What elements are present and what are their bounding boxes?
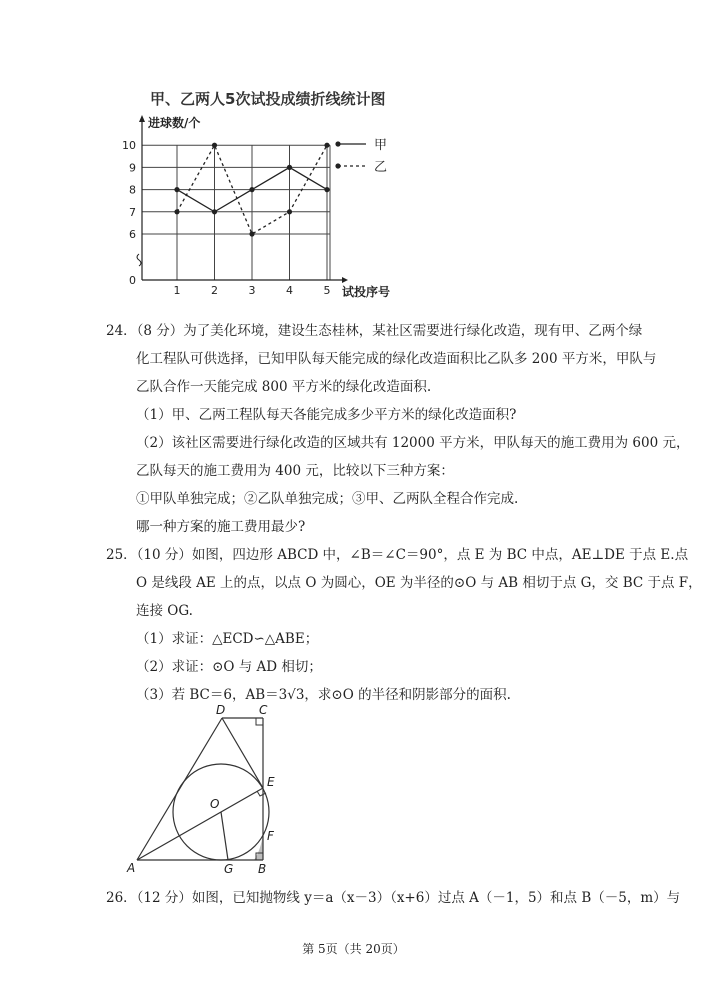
q25-sub3: （3）若 BC＝6，AB＝3√3，求⊙O 的半径和阴影部分的面积. (136, 687, 511, 703)
segment-DE (222, 718, 263, 788)
q24-sub2b: 乙队每天的施工费用为 400 元，比较以下三种方案： (136, 463, 454, 479)
x-tick-label: 2 (211, 284, 218, 297)
q26-line1: 26．（12 分）如图，已知抛物线 y＝a（x－3）（x+6）过点 A（－1，5）和点 B（－5，m）与 (106, 890, 681, 906)
y-tick-label: 9 (129, 161, 136, 175)
q24-line3: 乙队合作一天能完成 800 平方米的绿化改造面积. (136, 379, 432, 395)
chart-title: 甲、乙两人5次试投成绩折线统计图 (150, 90, 386, 108)
y-axis-label: 进球数/个 (148, 116, 201, 130)
y-tick-label: 8 (129, 183, 136, 197)
data-point (212, 209, 217, 214)
q25-sub2: （2）求证：⊙O 与 AD 相切； (136, 659, 322, 675)
x-tick-label: 3 (248, 284, 256, 297)
label-B: B (258, 862, 267, 876)
y-tick-label: 10 (122, 139, 136, 153)
data-point (174, 209, 179, 214)
legend-label: 甲 (374, 138, 388, 153)
data-point (249, 231, 254, 236)
x-axis-label: 试投序号 (342, 285, 391, 299)
segment-AE (137, 788, 263, 860)
q24-sub1: （1）甲、乙两工程队每天各能完成多少平方米的绿化改造面积? (136, 407, 517, 423)
page-footer: 第 5页（共 20页） (302, 942, 405, 956)
data-point (287, 165, 292, 170)
label-G: G (224, 862, 234, 876)
segment-OG (221, 812, 228, 860)
y-tick-label: 7 (129, 205, 136, 219)
axis-break (137, 254, 141, 266)
y-tick-label: 0 (129, 274, 136, 287)
data-point (249, 187, 254, 192)
q24-line2: 化工程队可供选择，已知甲队每天能完成的绿化改造面积比乙队多 200 平方米，甲队与 (136, 351, 657, 367)
q25-line1: 25．（10 分）如图，四边形 ABCD 中，∠B＝∠C＝90°，点 E 为 BC 中点，AE⊥DE 于点 E.点 (106, 547, 689, 563)
data-point (174, 187, 179, 192)
x-axis-arrow (342, 277, 348, 283)
q24-line1: 24．（8 分）为了美化环境，建设生态桂林，某社区需要进行绿化改造，现有甲、乙两个绿 (106, 323, 643, 339)
legend-label: 乙 (374, 160, 388, 175)
q24-options: ①甲队单独完成；②乙队单独完成；③甲、乙两队全程合作完成. (136, 491, 519, 507)
y-tick-label: 6 (129, 228, 136, 241)
y-axis-arrow (139, 115, 145, 122)
label-A: A (127, 861, 136, 875)
data-point (212, 143, 217, 148)
q25-line3: 连接 OG. (136, 603, 193, 619)
x-tick-label: 5 (323, 284, 331, 297)
data-point (324, 143, 329, 148)
q24-question: 哪一种方案的施工费用最少? (136, 519, 306, 535)
q24-sub2a: （2）该社区需要进行绿化改造的区域共有 12000 平方米，甲队每天的施工费用为 600 元， (136, 435, 690, 451)
line-chart (120, 112, 420, 308)
label-E: E (267, 775, 275, 789)
x-tick-label: 4 (286, 284, 293, 297)
label-F: F (267, 829, 274, 843)
x-tick-label: 1 (173, 284, 181, 297)
q25-sub1: （1）求证：△ECD∽△ABE； (136, 631, 319, 647)
data-point (324, 187, 329, 192)
geometry-figure (120, 700, 290, 885)
label-O: O (210, 797, 220, 811)
label-D: D (216, 703, 226, 717)
q25-line2: O 是线段 AE 上的点，以点 O 为圆心，OE 为半径的⊙O 与 AB 相切于点 G，交 BC 于点 F， (136, 575, 702, 591)
data-point (287, 209, 292, 214)
label-C: C (259, 703, 268, 717)
right-angle-C (256, 718, 263, 725)
